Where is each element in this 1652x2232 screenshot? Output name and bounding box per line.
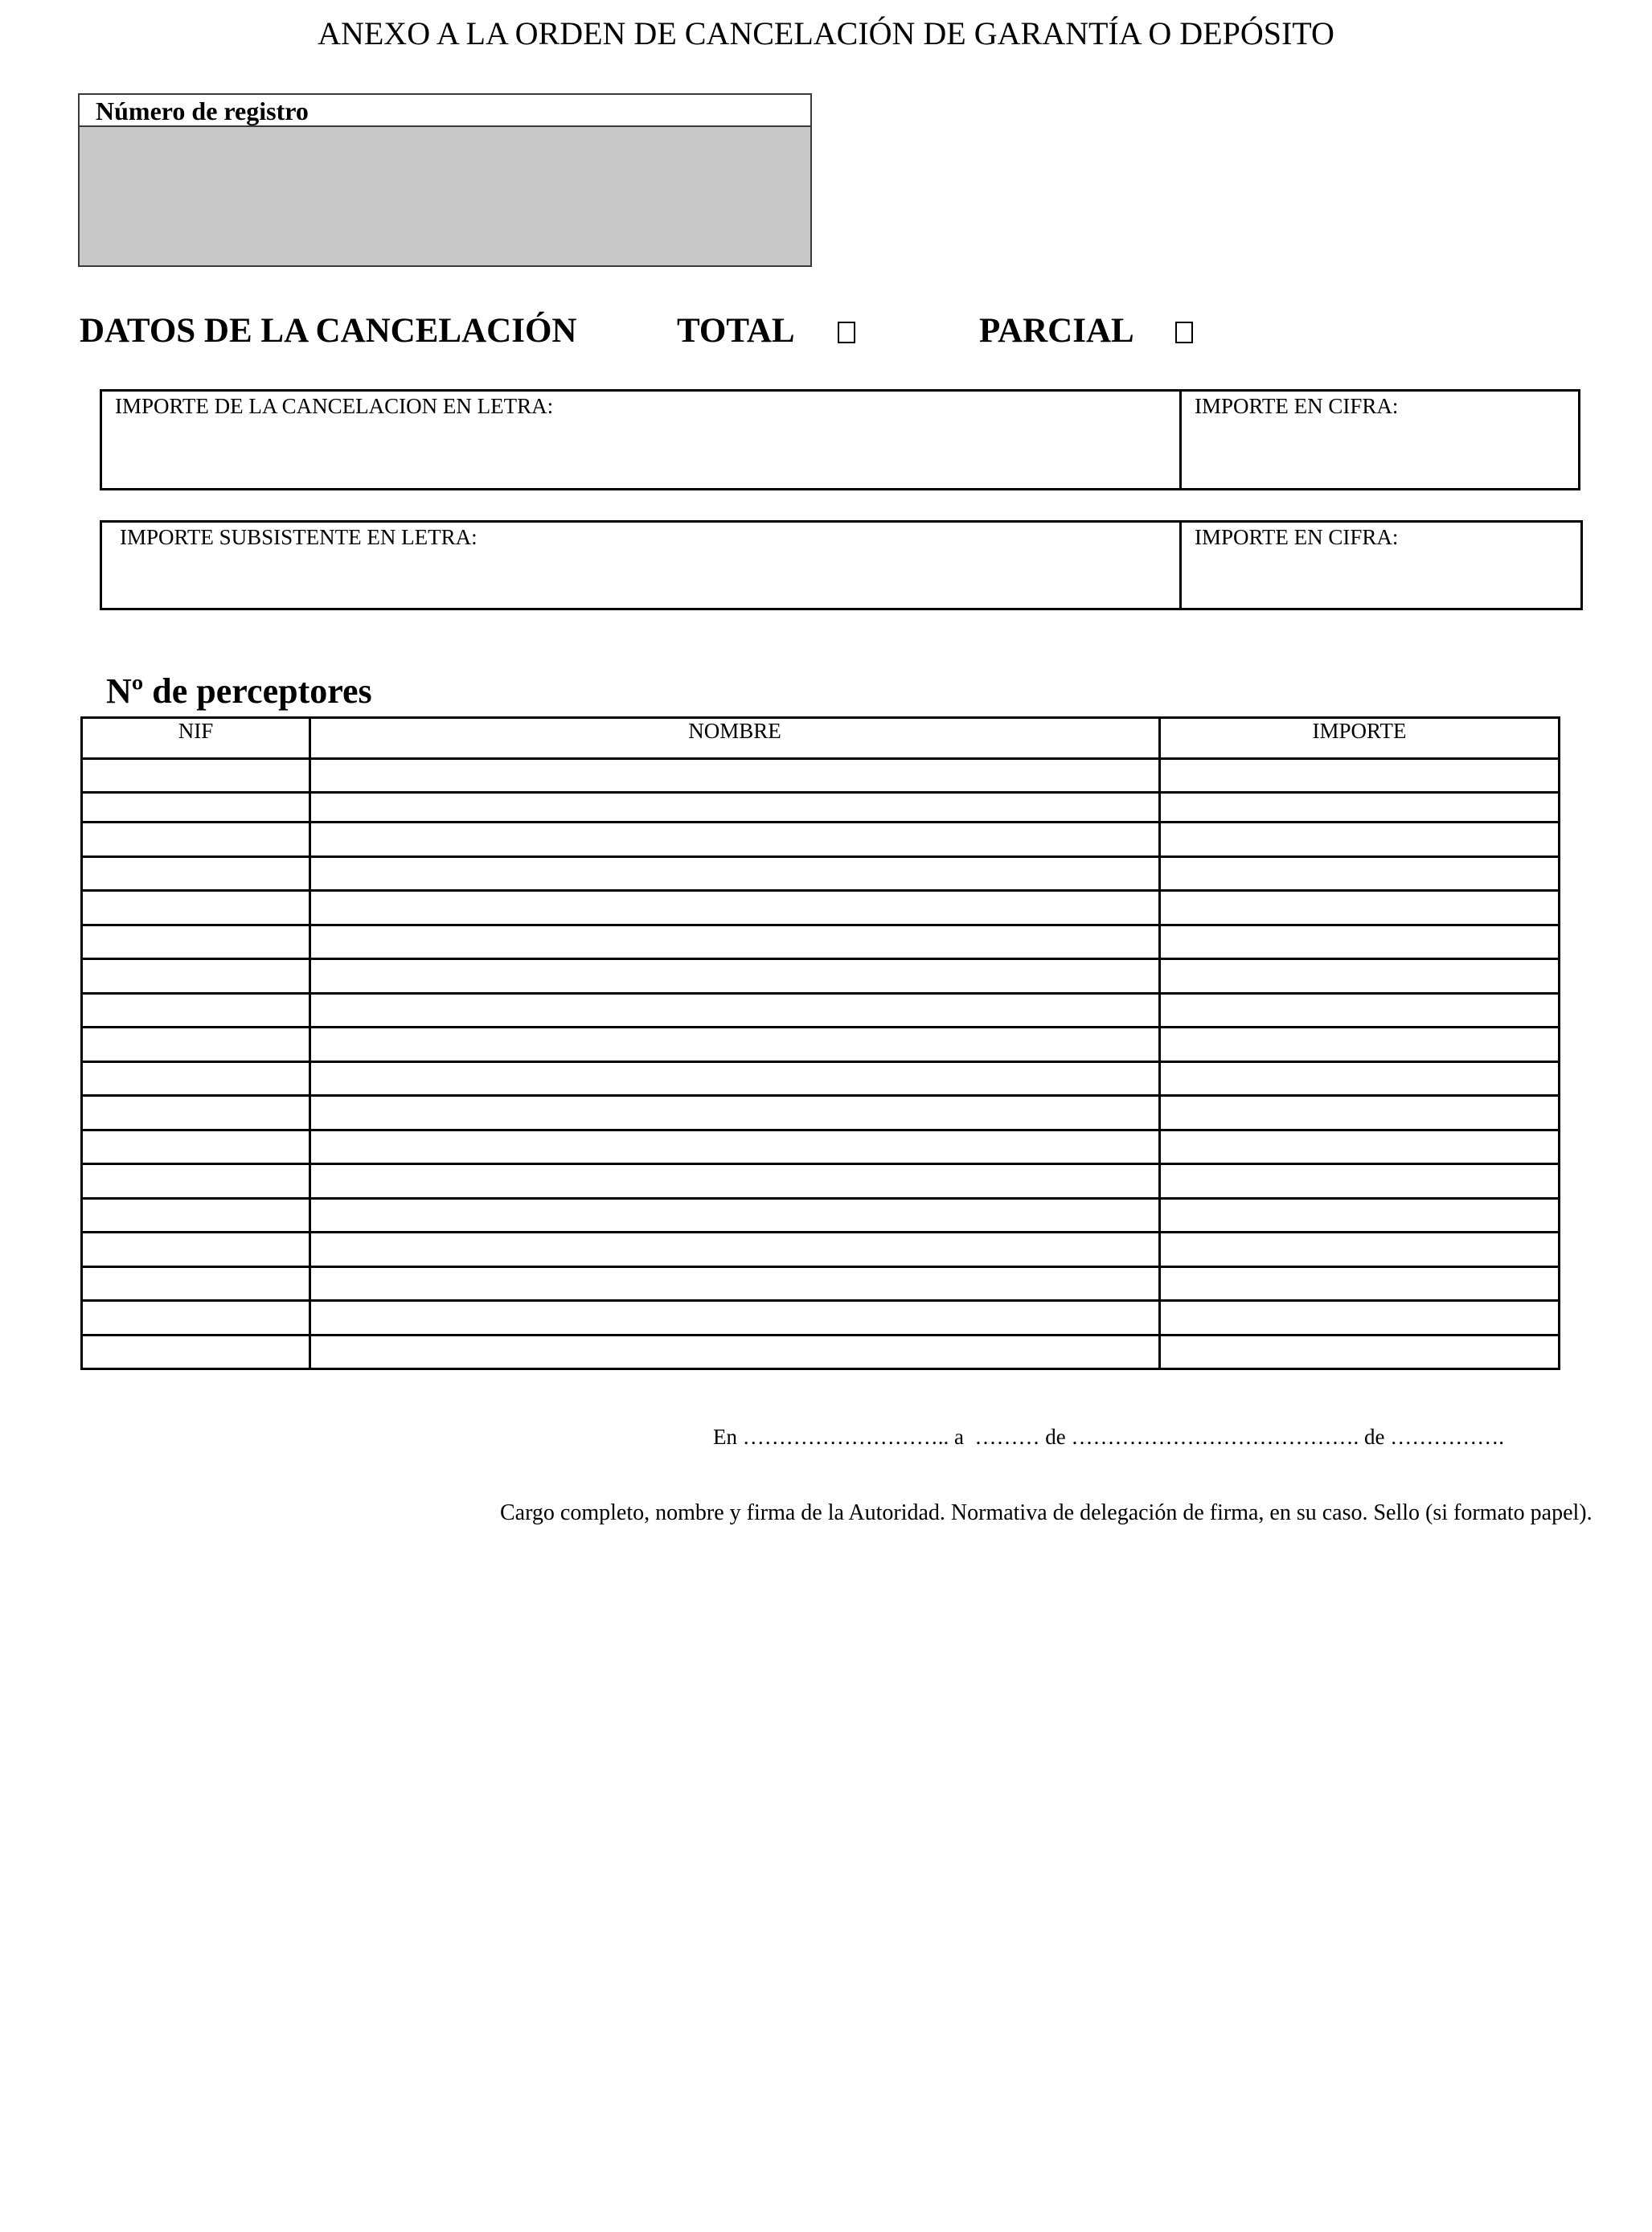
importe-cell[interactable] [1160,1198,1560,1233]
nif-cell[interactable] [82,1266,310,1301]
nif-cell[interactable] [82,759,310,793]
importe-cell[interactable] [1160,1028,1560,1062]
registro-label: Número de registro [80,95,810,127]
importe-cell[interactable] [1160,1233,1560,1267]
importe-cell[interactable] [1160,891,1560,925]
table-row [82,959,1560,994]
nif-cell[interactable] [82,793,310,823]
nif-cell[interactable] [82,1301,310,1336]
nombre-cell[interactable] [310,1061,1160,1096]
importe-cell[interactable] [1160,925,1560,959]
fecha-lugar-line: En ……………………….. a ……… de …………………………………. de ……………. [713,1425,1504,1449]
table-row [82,1096,1560,1130]
nif-cell[interactable] [82,1061,310,1096]
nombre-cell[interactable] [310,823,1160,857]
importe-cell[interactable] [1160,1164,1560,1199]
table-row [82,1130,1560,1164]
table-row [82,925,1560,959]
nombre-cell[interactable] [310,1301,1160,1336]
registro-box [78,93,812,267]
importe-subsistente-cifra-label: IMPORTE EN CIFRA: [1195,525,1399,549]
importe-cell[interactable] [1160,856,1560,891]
table-row [82,1028,1560,1062]
parcial-label: PARCIAL [979,312,1134,350]
importe-subsistente-box [100,520,1583,610]
column-header-nombre: NOMBRE [310,718,1160,759]
nif-cell[interactable] [82,1130,310,1164]
nif-cell[interactable] [82,925,310,959]
firma-instructions: Cargo completo, nombre y firma de la Autoridad. Normativa de delegación de firma, en su caso. Sello (si formato papel). [500,1500,1593,1525]
nif-cell[interactable] [82,1198,310,1233]
importe-cancelacion-cifra-label: IMPORTE EN CIFRA: [1195,394,1399,418]
importe-cell[interactable] [1160,1266,1560,1301]
perceptores-table [80,716,1560,1370]
importe-cell[interactable] [1160,1301,1560,1336]
table-row [82,993,1560,1028]
importe-cancelacion-letra-label: IMPORTE DE LA CANCELACION EN LETRA: [115,394,554,418]
nombre-cell[interactable] [310,1096,1160,1130]
nombre-cell[interactable] [310,1130,1160,1164]
table-row [82,1266,1560,1301]
table-row [82,823,1560,857]
nif-cell[interactable] [82,959,310,994]
registro-field[interactable] [80,127,810,265]
nif-cell[interactable] [82,1233,310,1267]
table-row [82,793,1560,823]
nombre-cell[interactable] [310,1164,1160,1199]
nombre-cell[interactable] [310,959,1160,994]
nombre-cell[interactable] [310,993,1160,1028]
column-header-nif: NIF [82,718,310,759]
importe-subsistente-cifra-field[interactable] [1182,523,1580,608]
table-row [82,759,1560,793]
importe-cell[interactable] [1160,1130,1560,1164]
document-title: ANEXO A LA ORDEN DE CANCELACIÓN DE GARANTÍA O DEPÓSITO [318,15,1334,51]
table-row [82,1233,1560,1267]
table-row [82,856,1560,891]
importe-cell[interactable] [1160,1061,1560,1096]
nif-cell[interactable] [82,993,310,1028]
table-row [82,1198,1560,1233]
importe-cancelacion-cifra-field[interactable] [1182,392,1578,488]
nombre-cell[interactable] [310,925,1160,959]
nombre-cell[interactable] [310,1233,1160,1267]
importe-cell[interactable] [1160,823,1560,857]
nombre-cell[interactable] [310,856,1160,891]
nif-cell[interactable] [82,891,310,925]
importe-cell[interactable] [1160,759,1560,793]
total-label: TOTAL [677,312,795,350]
nombre-cell[interactable] [310,891,1160,925]
cancelacion-heading: DATOS DE LA CANCELACIÓN [80,312,577,350]
importe-cancelacion-box [100,389,1580,490]
table-row [82,1301,1560,1336]
table-row [82,1061,1560,1096]
importe-cell[interactable] [1160,1096,1560,1130]
parcial-checkbox[interactable] [1175,322,1193,343]
nif-cell[interactable] [82,1096,310,1130]
perceptores-title: Nº de perceptores [106,671,372,711]
importe-cancelacion-letra-field[interactable] [102,392,1182,488]
table-row [82,1164,1560,1199]
importe-subsistente-letra-field[interactable] [102,523,1182,608]
total-checkbox[interactable] [838,322,855,343]
importe-cell[interactable] [1160,793,1560,823]
table-header-row [82,718,1560,759]
importe-cell[interactable] [1160,1335,1560,1369]
nombre-cell[interactable] [310,793,1160,823]
column-header-importe: IMPORTE [1160,718,1560,759]
table-row [82,891,1560,925]
nif-cell[interactable] [82,1028,310,1062]
nombre-cell[interactable] [310,1335,1160,1369]
nombre-cell[interactable] [310,1266,1160,1301]
nif-cell[interactable] [82,1335,310,1369]
nombre-cell[interactable] [310,1198,1160,1233]
importe-cell[interactable] [1160,993,1560,1028]
nif-cell[interactable] [82,856,310,891]
nombre-cell[interactable] [310,759,1160,793]
importe-subsistente-letra-label: IMPORTE SUBSISTENTE EN LETRA: [120,525,478,549]
nif-cell[interactable] [82,823,310,857]
nif-cell[interactable] [82,1164,310,1199]
importe-cell[interactable] [1160,959,1560,994]
nombre-cell[interactable] [310,1028,1160,1062]
table-row [82,1335,1560,1369]
